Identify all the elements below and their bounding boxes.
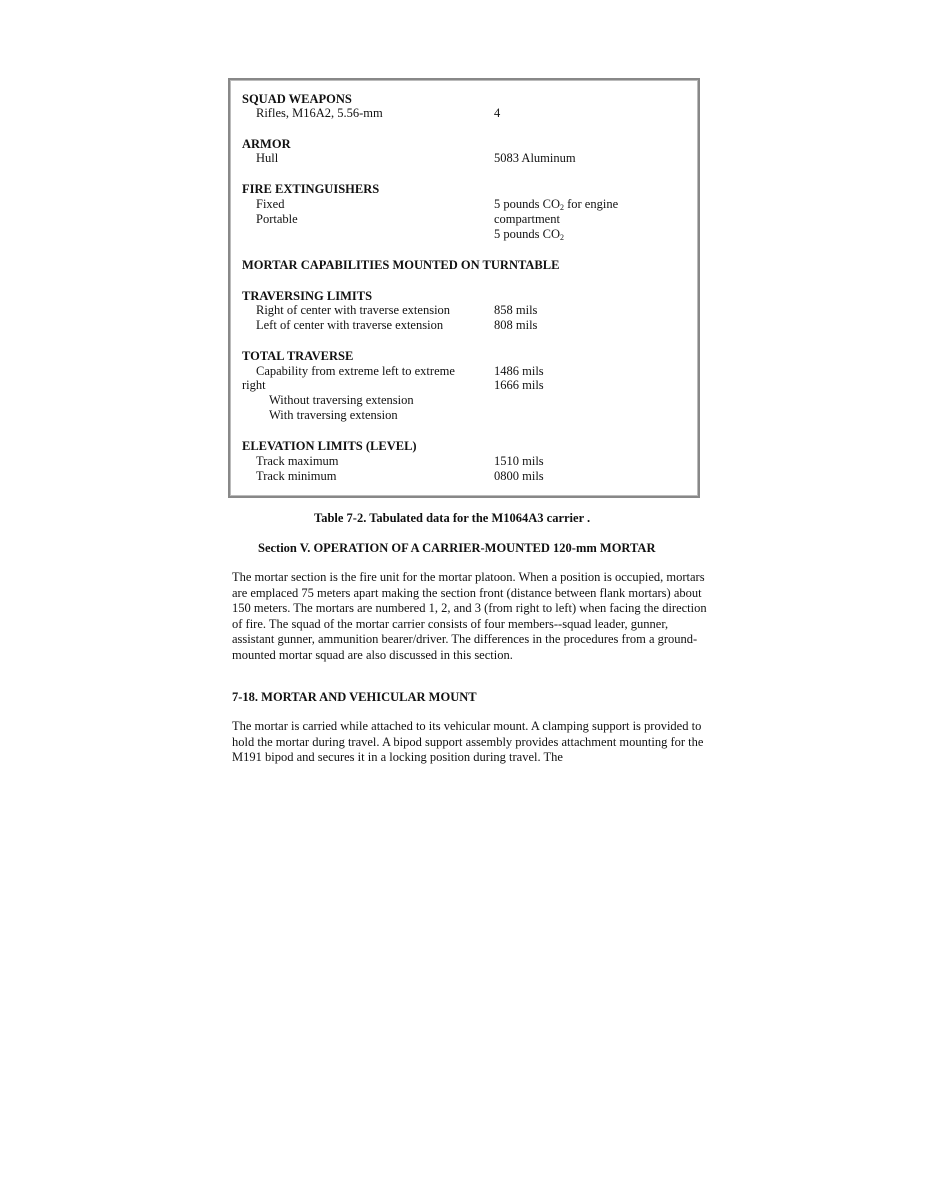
table-row-value: 5083 Aluminum: [494, 151, 576, 165]
table-row-label: Without traversing extension: [269, 393, 414, 407]
table-row-label: Track maximum: [256, 454, 339, 468]
table-row-label: Capability from extreme left to extreme: [256, 364, 455, 378]
table-row-value: 1486 mils: [494, 364, 544, 378]
table-caption: Table 7-2. Tabulated data for the M1064A3 carrier .: [314, 511, 591, 525]
armor-heading: ARMOR: [242, 137, 291, 151]
subsection-title: 7-18. MORTAR AND VEHICULAR MOUNT: [232, 690, 477, 704]
table-row-value: 1510 mils: [494, 454, 544, 468]
table-row-label: Right of center with traverse extension: [256, 303, 451, 317]
table-row-label: With traversing extension: [269, 408, 398, 422]
table-row-label: Fixed: [256, 197, 285, 211]
table-row-value: 808 mils: [494, 318, 538, 332]
table-row-value: 5 pounds $CO_2$: [494, 227, 564, 242]
fire-extinguishers-heading: FIRE EXTINGUISHERS: [242, 182, 380, 196]
table-row-value: 858 mils: [494, 303, 538, 317]
table-row-value: compartment: [494, 212, 560, 226]
subsection-paragraph: The mortar is carried while attached to its vehicular mount. A clamping support is provided to hold the mortar during travel. A bipod support assembly provides attachment mounting for the M191 bipod and secures it in a locking position during travel. The: [232, 719, 704, 765]
table-row-value: 4: [494, 106, 501, 120]
table-row-value: 0800 mils: [494, 469, 544, 483]
data-table-frame: [228, 78, 700, 498]
table-row-label: right: [242, 378, 266, 392]
squad-weapons-heading: SQUAD WEAPONS: [242, 92, 352, 106]
mortar-capabilities-heading: MORTAR CAPABILITIES MOUNTED ON TURNTABLE: [242, 258, 560, 272]
table-row-label: Rifles, M16A2, 5.56-mm: [256, 106, 383, 120]
elevation-limits-heading: ELEVATION LIMITS (LEVEL): [242, 439, 417, 453]
table-row-label: Left of center with traverse extension: [256, 318, 444, 332]
section-title: Section V. OPERATION OF A CARRIER-MOUNTED 120-mm MORTAR: [258, 541, 656, 555]
total-traverse-heading: TOTAL TRAVERSE: [242, 349, 354, 363]
table-row-label: Track minimum: [256, 469, 337, 483]
section-paragraph: The mortar section is the fire unit for the mortar platoon. When a position is occupied, mortars are emplaced 75 meters apart making the section front (distance between flank mortars) about 150 meters. The mortars are numbered 1, 2, and 3 (from right to left) when facing the direction of fire. The squad of the mortar carrier consists of four members--squad leader, gunner, assistant gunner, ammunition bearer/driver. The differences in the procedures from a ground-mounted mortar squad are also discussed in this section.: [232, 570, 707, 662]
table-row-label: Portable: [256, 212, 298, 226]
table-row-label: Hull: [256, 151, 279, 165]
table-row-value: 1666 mils: [494, 378, 544, 392]
table-row-value: 5 pounds $CO_2$ for engine: [494, 197, 619, 212]
traversing-limits-heading: TRAVERSING LIMITS: [242, 289, 373, 303]
